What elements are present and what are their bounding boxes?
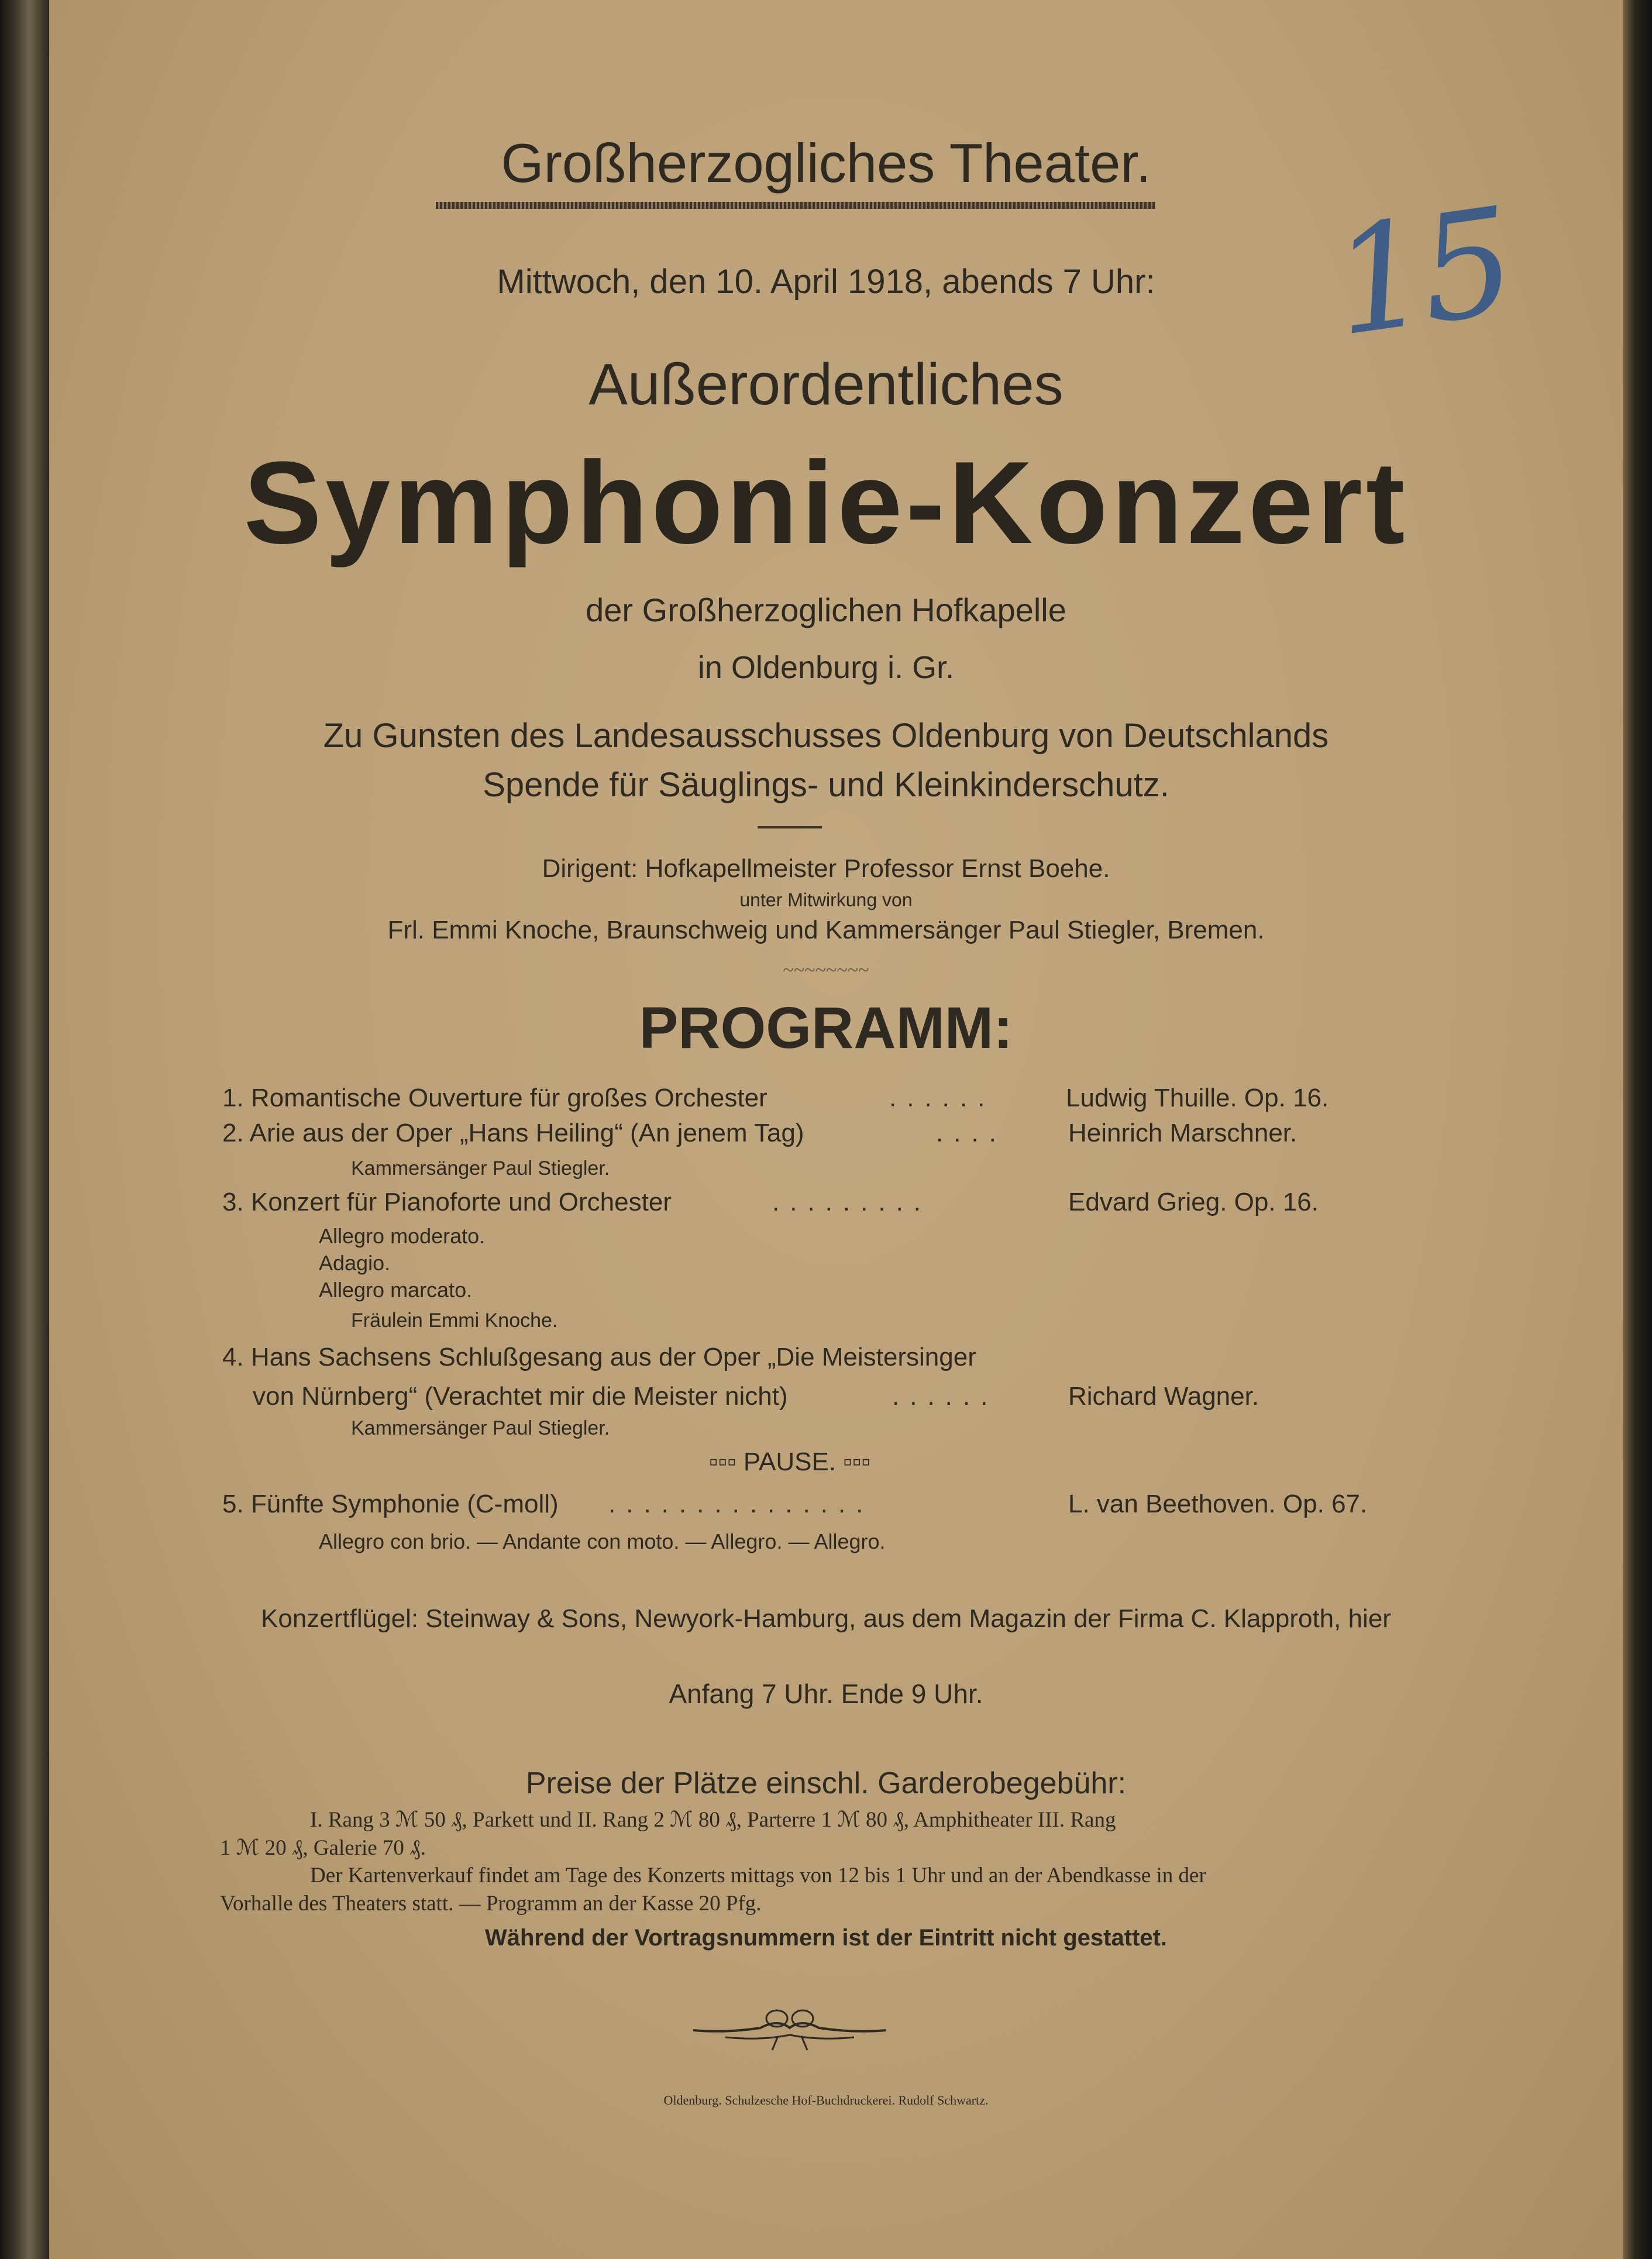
soloists-line: Frl. Emmi Knoche, Braunschweig und Kammersänger Paul Stiegler, Bremen. [387, 916, 1265, 944]
program-heading: PROGRAMM: [639, 995, 1013, 1061]
theater-name: Großherzogliches Theater. [501, 132, 1151, 194]
handwritten-number: 15 [1323, 176, 1519, 369]
title-large: Symphonie-Konzert [243, 438, 1409, 568]
program-item-4-title-2: von Nürnberg“ (Verachtet mir die Meister nicht) [253, 1382, 788, 1411]
ribbon-ornament [690, 2001, 889, 2054]
program-item-1-title: 1. Romantische Ouverture für großes Orchester [222, 1084, 768, 1112]
pause-label: ▫▫▫ PAUSE. ▫▫▫ [708, 1447, 871, 1476]
program-item-5-movements: Allegro con brio. — Andante con moto. — Allegro. — Allegro. [319, 1529, 886, 1553]
program-item-3-movement-2: Adagio. [319, 1251, 391, 1275]
program-item-2-title: 2. Arie aus der Oper „Hans Heiling“ (An jenem Tag) [222, 1119, 804, 1147]
page-edge [1623, 0, 1652, 2259]
sale-line-1: Der Kartenverkauf findet am Tage des Konzerts mittags von 12 bis 1 Uhr und an der Abendkasse in der [310, 1863, 1206, 1887]
leader-dots: .... [936, 1119, 1007, 1147]
with-line: unter Mitwirkung von [739, 889, 913, 910]
program-item-4-composer: Richard Wagner. [1068, 1382, 1259, 1411]
program-item-2-composer: Heinrich Marschner. [1068, 1119, 1297, 1147]
program-item-3-movement-3: Allegro marcato. [319, 1278, 473, 1302]
book-binding [0, 0, 49, 2259]
prices-line-1: I. Rang 3 ℳ 50 ₰, Parkett und II. Rang 2 ℳ 80 ₰, Parterre 1 ℳ 80 ₰, Amphitheater III. Rang [310, 1808, 1116, 1832]
subtitle-city: in Oldenburg i. Gr. [697, 650, 955, 685]
concert-times: Anfang 7 Uhr. Ende 9 Uhr. [669, 1679, 983, 1709]
title-underline [436, 202, 1155, 209]
title-small: Außerordentliches [588, 352, 1064, 417]
date-line: Mittwoch, den 10. April 1918, abends 7 Uhr: [497, 263, 1155, 301]
program-item-5-composer: L. van Beethoven. Op. 67. [1068, 1490, 1368, 1518]
sale-line-2: Vorhalle des Theaters statt. — Programm an der Kasse 20 Pfg. [220, 1892, 762, 1916]
leader-dots: ...... [889, 1084, 996, 1112]
benefit-line-2: Spende für Säuglings- und Kleinkinderschutz. [483, 766, 1169, 804]
prices-line-2: 1 ℳ 20 ₰, Galerie 70 ₰. [220, 1836, 426, 1860]
prices-heading: Preise der Plätze einschl. Garderobegebühr: [525, 1766, 1127, 1800]
leader-dots: ......... [772, 1188, 932, 1216]
benefit-line-1: Zu Gunsten des Landesausschusses Oldenburg von Deutschlands [323, 717, 1329, 755]
divider [758, 826, 822, 828]
program-item-3-composer: Edvard Grieg. Op. 16. [1068, 1188, 1319, 1216]
conductor-line: Dirigent: Hofkapellmeister Professor Ernst Boehe. [542, 854, 1110, 883]
wave-ornament: ~~~~~~~~ [783, 960, 869, 981]
program-item-3-soloist: Fräulein Emmi Knoche. [351, 1309, 558, 1332]
leader-dots: ...... [892, 1382, 999, 1411]
program-item-3-movement-1: Allegro moderato. [319, 1224, 486, 1248]
piano-note: Konzertflügel: Steinway & Sons, Newyork-Hamburg, aus dem Magazin der Firma C. Klapproth, hier [261, 1604, 1391, 1633]
printer-imprint: Oldenburg. Schulzesche Hof-Buchdruckerei. Rudolf Schwartz. [663, 2093, 989, 2107]
entry-notice: Während der Vortragsnummern ist der Eintritt nicht gestattet. [484, 1925, 1168, 1951]
program-item-4-soloist: Kammersänger Paul Stiegler. [351, 1417, 610, 1439]
leader-dots: ............... [608, 1490, 874, 1518]
program-item-4-title-1: 4. Hans Sachsens Schlußgesang aus der Oper „Die Meistersinger [222, 1343, 976, 1371]
program-item-2-soloist: Kammersänger Paul Stiegler. [351, 1157, 610, 1180]
subtitle-orchestra: der Großherzoglichen Hofkapelle [586, 592, 1066, 628]
program-item-1-composer: Ludwig Thuille. Op. 16. [1066, 1084, 1329, 1112]
program-item-5-title: 5. Fünfte Symphonie (C-moll) [222, 1490, 559, 1518]
program-item-3-title: 3. Konzert für Pianoforte und Orchester [222, 1188, 672, 1216]
